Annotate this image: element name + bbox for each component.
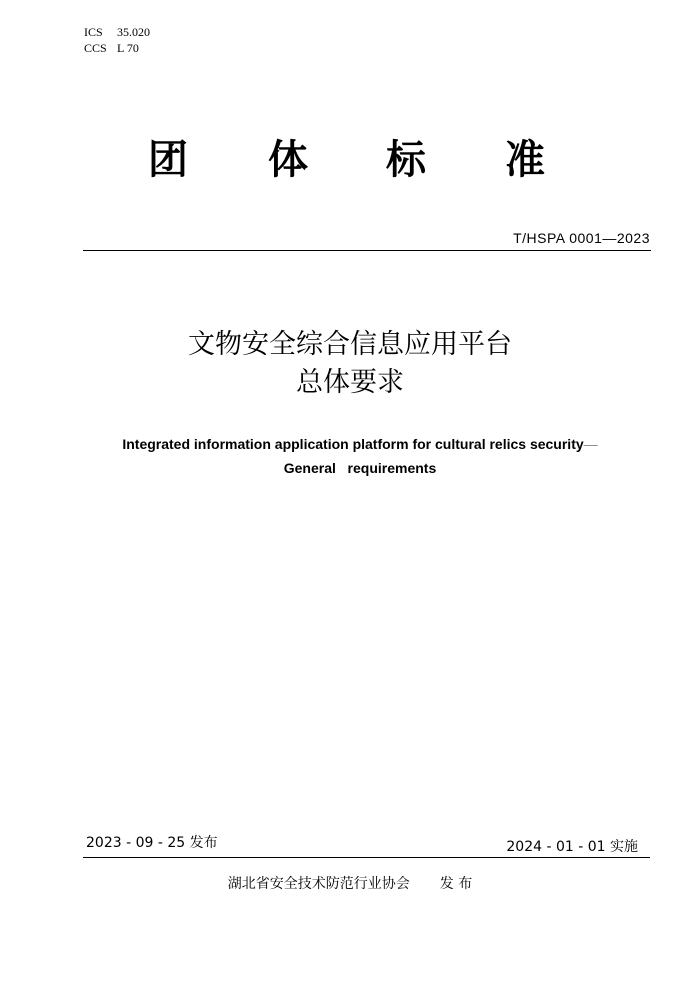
title-english-dash: — (583, 436, 598, 452)
ccs-label: CCS (84, 41, 107, 55)
standard-type-char: 团 (148, 136, 188, 183)
publish-date-label: 发布 (189, 835, 218, 851)
header-divider (83, 250, 651, 251)
title-chinese-line1: 文物安全综合信息应用平台 (188, 329, 512, 360)
title-english (0, 432, 700, 480)
issuer-action: 发 布 (439, 876, 473, 892)
implement-date-value: 2024 - 01 - 01 (506, 839, 606, 855)
title-english-line2-text: General requirements (283, 460, 437, 476)
issuer-name: 湖北省安全技术防范行业协会 (227, 876, 410, 892)
standard-type-char: 准 (505, 136, 545, 183)
title-english-line1-text: Integrated information application platform for cultural relics security (122, 436, 584, 452)
standard-type-char: 标 (386, 136, 426, 183)
publish-date (86, 832, 218, 852)
footer-divider (83, 857, 650, 858)
title-chinese-line2: 总体要求 (296, 367, 404, 398)
ccs-row (84, 40, 150, 56)
standard-type-heading (0, 132, 700, 188)
classification-codes (84, 24, 150, 56)
implement-date-label: 实施 (610, 839, 638, 855)
issuer (0, 873, 700, 893)
implement-date (506, 836, 638, 856)
ics-code: 35.020 (117, 25, 150, 39)
title-english-line1 (0, 432, 700, 456)
standard-number: T/HSPA 0001—2023 (513, 230, 650, 246)
ics-label: ICS (84, 25, 103, 39)
title-chinese (0, 326, 700, 402)
standard-type-char: 体 (268, 136, 308, 183)
ics-row (84, 24, 150, 40)
title-english-line2 (0, 456, 700, 480)
ccs-code: L 70 (117, 41, 139, 55)
publish-date-value: 2023 - 09 - 25 (86, 835, 186, 851)
